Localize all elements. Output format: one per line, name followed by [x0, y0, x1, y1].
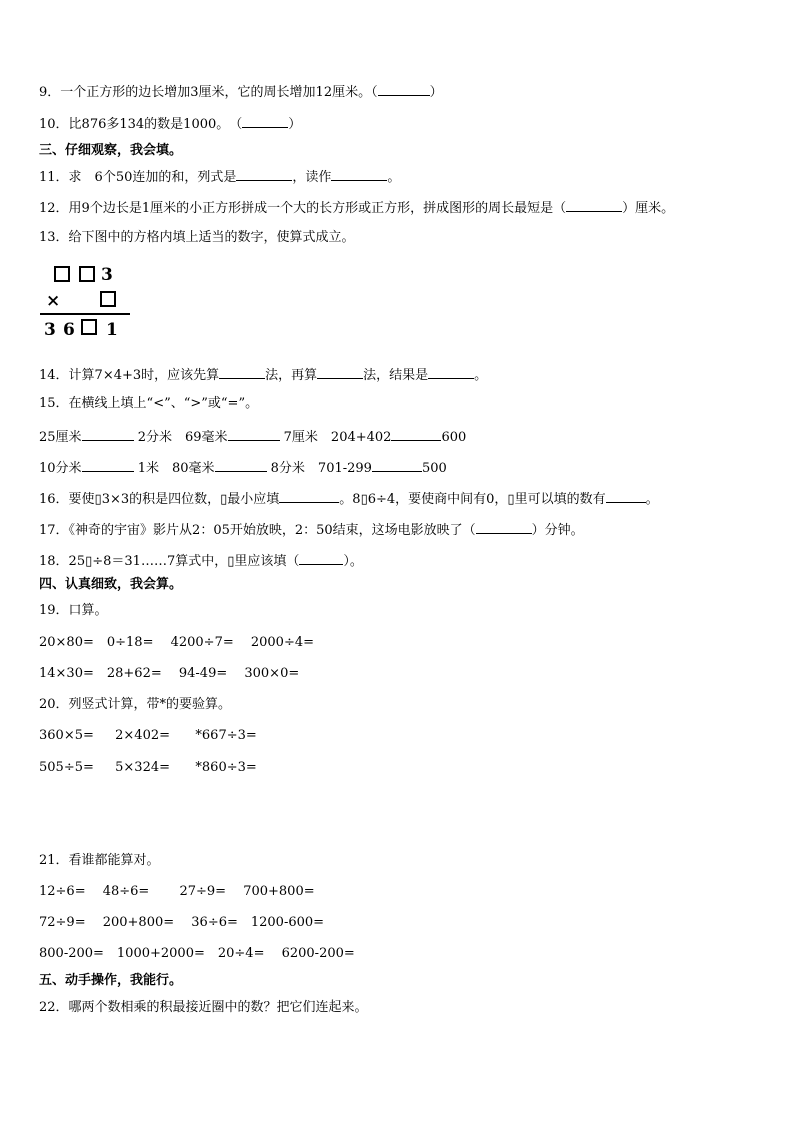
q12-blank[interactable] [566, 199, 622, 212]
q14-text-c: 法，结果是 [363, 368, 429, 383]
q17-blank[interactable] [476, 521, 532, 534]
q15-row2-blank-1[interactable] [82, 459, 134, 472]
question-15: 15．在横线上填上“<”、“>”或“=”。 [39, 396, 259, 411]
q14-text-a: 14．计算7×4+3时，应该先算 [39, 368, 220, 383]
q9-answer-blank[interactable] [378, 83, 430, 96]
q14-blank-2[interactable] [317, 366, 363, 379]
q15-row1-blank-1[interactable] [82, 428, 134, 441]
q17-text-b: ）分钟。 [531, 523, 584, 538]
q21-row-3: 800-200= 1000+2000= 20÷4= 6200-200= [39, 946, 355, 961]
question-9 [39, 83, 443, 101]
q19-row-2: 14×30= 28+62= 94-49= 300×0= [39, 666, 300, 681]
q15-row2-blank-2[interactable] [215, 459, 267, 472]
q11-text-c: 。 [387, 170, 401, 185]
q11-text-a: 11．求 6个50连加的和，列式是 [39, 170, 237, 185]
q18-blank[interactable] [299, 552, 343, 565]
q14-blank-1[interactable] [219, 366, 265, 379]
q14-text-d: 。 [474, 368, 488, 383]
q15-row1-item-1: 25厘米 [39, 430, 82, 445]
q15-row1-item-2: 2分米 69毫米 [137, 430, 228, 445]
result-digit-1: 3 [44, 320, 56, 340]
q10-text: 10．比876多134的数是1000。 （ [39, 117, 243, 132]
q15-row2-item-1: 10分米 [39, 461, 82, 476]
q20-row-1: 360×5= 2×402= *667÷3= [39, 728, 257, 743]
q15-row1-blank-2[interactable] [228, 428, 280, 441]
q12-text-b: ）厘米。 [622, 201, 675, 216]
q21-row-2: 72÷9= 200+800= 36÷6= 1200-600= [39, 915, 325, 930]
question-14 [39, 366, 487, 384]
q10-answer-blank[interactable] [242, 115, 288, 128]
q16-blank-2[interactable] [606, 490, 646, 503]
question-12 [39, 199, 674, 217]
q17-text-a: 17．《神奇的宇宙》影片从2：05开始放映，2：50结束，这场电影放映了（ [39, 523, 476, 538]
q15-row2-item-3: 8分米 701-299 [270, 461, 372, 476]
q19-row-1: 20×80= 0÷18= 4200÷7= 2000÷4= [39, 635, 315, 650]
q9-text: 9．一个正方形的边长增加3厘米，它的周长增加12厘米。（ [39, 85, 378, 100]
q14-blank-3[interactable] [428, 366, 474, 379]
q18-text-b: ）。 [343, 554, 363, 569]
question-10 [39, 115, 301, 133]
question-17 [39, 521, 584, 539]
digit-box-multiplier[interactable] [100, 291, 116, 307]
result-digit-2: 6 [63, 320, 75, 340]
q16-blank-1[interactable] [279, 490, 339, 503]
q11-blank-2[interactable] [331, 168, 387, 181]
q9-end: ） [429, 85, 443, 100]
q16-text-c: 。 [645, 492, 659, 507]
question-18 [39, 552, 363, 570]
digit-box-top-1[interactable] [54, 266, 70, 282]
q16-text-b: 。8▯6÷4，要使商中间有0，▯里可以填的数有 [339, 492, 606, 507]
q15-row2-item-2: 1米 80毫米 [137, 461, 215, 476]
question-20: 20．列竖式计算，带*的要验算。 [39, 697, 232, 712]
q14-text-b: 法，再算 [265, 368, 318, 383]
question-16 [39, 490, 659, 508]
q15-row1-blank-3[interactable] [391, 428, 441, 441]
times-sign: × [46, 291, 61, 311]
question-19: 19．口算。 [39, 603, 108, 618]
q15-row2-blank-3[interactable] [372, 459, 422, 472]
q18-text-a: 18．25▯÷8＝31……7算式中，▯里应该填（ [39, 554, 300, 569]
q20-row-2: 505÷5= 5×324= *860÷3= [39, 760, 257, 775]
q11-blank-1[interactable] [236, 168, 292, 181]
question-22: 22．哪两个数相乘的积最接近圈中的数？把它们连起来。 [39, 1000, 368, 1015]
section-3-heading: 三、仔细观察，我会填。 [39, 143, 183, 158]
result-rule [40, 313, 130, 315]
section-5-heading: 五、动手操作，我能行。 [39, 973, 183, 988]
question-13: 13．给下图中的方格内填上适当的数字，使算式成立。 [39, 230, 355, 245]
top-digit: 3 [101, 265, 113, 285]
section-4-heading: 四、认真细致，我会算。 [39, 577, 183, 592]
digit-box-top-2[interactable] [79, 266, 95, 282]
result-digit-4: 1 [106, 320, 118, 340]
q16-text-a: 16．要使▯3×3的积是四位数，▯最小应填 [39, 492, 280, 507]
q15-row1-item-3: 7厘米 204+402 [283, 430, 392, 445]
q21-row-1: 12÷6= 48÷6= 27÷9= 700+800= [39, 884, 315, 899]
q10-end: ） [288, 117, 302, 132]
q15-row1-item-4: 600 [441, 430, 467, 445]
q12-text-a: 12．用9个边长是1厘米的小正方形拼成一个大的长方形或正方形，拼成图形的周长最短是（ [39, 201, 567, 216]
question-21: 21．看谁都能算对。 [39, 853, 160, 868]
q15-row2-item-4: 500 [421, 461, 447, 476]
q15-row-1 [39, 428, 466, 446]
q11-text-b: ，读作 [292, 170, 332, 185]
digit-box-result[interactable] [81, 319, 97, 335]
q15-row-2 [39, 459, 447, 477]
question-11 [39, 168, 400, 186]
